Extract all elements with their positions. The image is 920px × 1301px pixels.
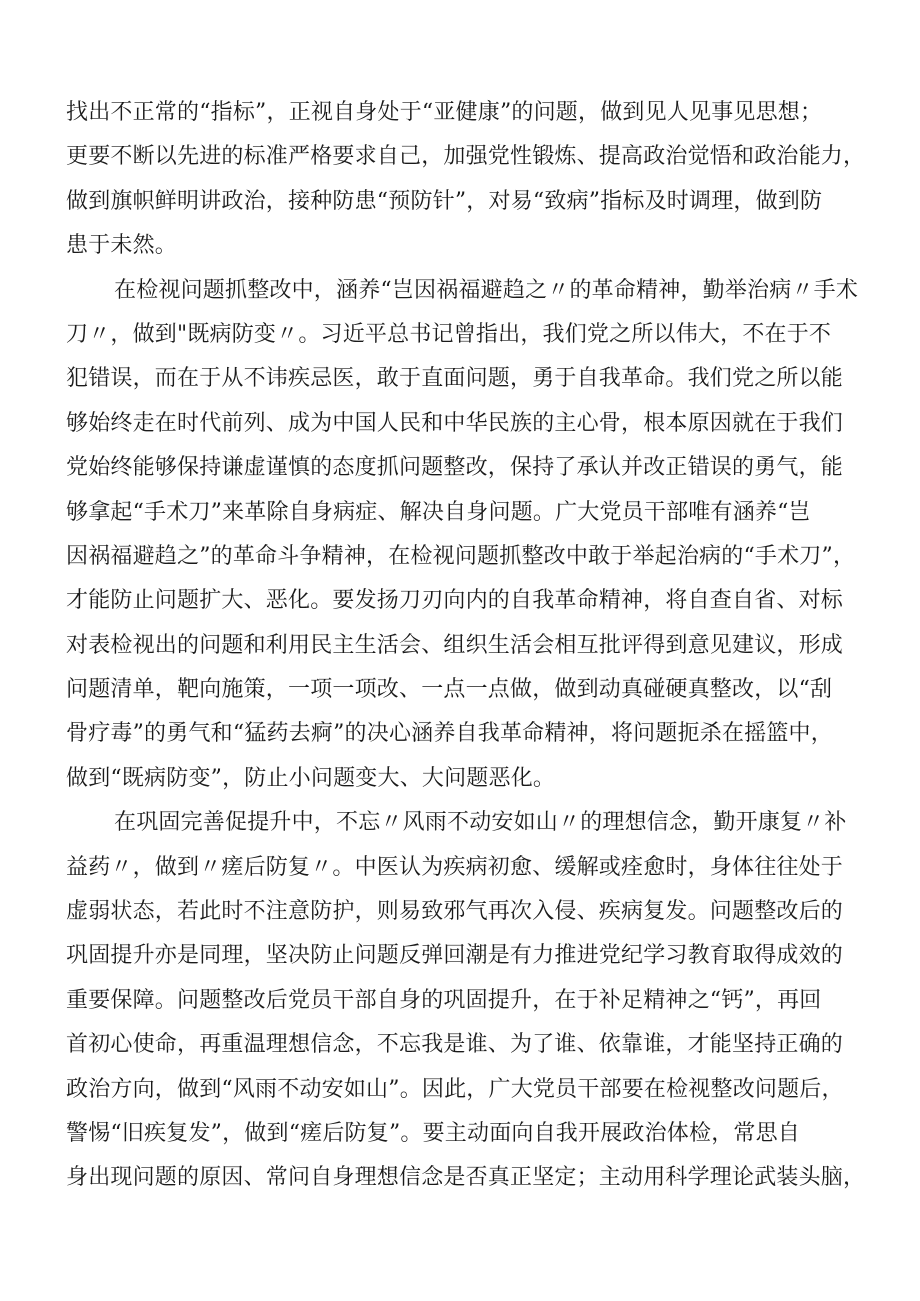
text-line: 才能防止问题扩大、恶化。要发扬刀刃向内的自我革命精神，将自查自省、对标 [66, 588, 844, 614]
text-line: 虚弱状态，若此时不注意防护，则易致邪气再次入侵、疾病复发。问题整改后的 [66, 899, 844, 925]
text-line: 巩固提升亦是同理，坚决防止问题反弹回潮是有力推进党纪学习教育取得成效的 [66, 943, 844, 969]
paragraph-start-line: 在检视问题抓整改中，涵养“岂因祸福避趋之〃的革命精神，勤举治病〃手术 [114, 277, 859, 303]
text-line: 身出现问题的原因、常问自身理想信念是否真正坚定；主动用科学理论武装头脑， [66, 1165, 866, 1191]
document-body [66, 91, 866, 1201]
text-line: 重要保障。问题整改后党员干部自身的巩固提升，在于补足精神之“钙”，再回 [66, 987, 822, 1013]
text-line: 够始终走在时代前列、成为中国人民和中华民族的主心骨，根本原因就在于我们 [66, 410, 844, 436]
text-line: 警惕“旧疾复发”，做到“瘥后防复”。要主动面向自我开展政治体检，常思自 [66, 1120, 800, 1146]
text-line: 首初心使命，再重温理想信念，不忘我是谁、为了谁、依靠谁，才能坚持正确的 [66, 1032, 844, 1058]
text-line: 益药〃，做到〃瘥后防复〃。中医认为疾病初愈、缓解或痊愈时，身体往往处于 [66, 854, 844, 880]
text-line: 犯错误，而在于从不讳疾忌医，敢于直面问题，勇于自我革命。我们党之所以能 [66, 366, 844, 392]
text-line: 刀〃，做到"既病防变〃。习近平总书记曾指出，我们党之所以伟大，不在于不 [66, 321, 832, 347]
text-line: 做到旗帜鲜明讲政治，接种防患“预防针”，对易“致病”指标及时调理，做到防 [66, 188, 823, 214]
text-line: 因祸福避趋之”的革命斗争精神，在检视问题抓整改中敢于举起治病的“手术刀”， [66, 543, 856, 569]
text-line: 对表检视出的问题和利用民主生活会、组织生活会相互批评得到意见建议，形成 [66, 632, 844, 658]
text-line: 找出不正常的“指标”，正视自身处于“亚健康”的问题，做到见人见事见思想； [66, 100, 823, 125]
text-line: 更要不断以先进的标准严格要求自己，加强党性锻炼、提高政治觉悟和政治能力， [66, 144, 866, 170]
text-line: 问题清单，靶向施策，一项一项改、一点一点做，做到动真碰硬真整改，以“刮 [66, 677, 833, 703]
text-line: 患于未然。 [66, 233, 178, 259]
paragraph-start-line: 在巩固完善促提升中，不忘〃风雨不动安如山〃的理想信念，勤开康复〃补 [114, 810, 847, 836]
text-line: 政治方向，做到“风雨不动安如山”。因此，广大党员干部要在检视整改问题后， [66, 1076, 844, 1102]
text-line: 够拿起“手术刀”来革除自身病症、解决自身问题。广大党员干部唯有涵养“岂 [66, 499, 811, 525]
text-line: 做到“既病防变”，防止小问题变大、大问题恶化。 [66, 765, 556, 791]
text-line: 党始终能够保持谦虚谨慎的态度抓问题整改，保持了承认并改正错误的勇气，能 [66, 455, 844, 481]
text-line: 骨疗毒”的勇气和“猛药去痾”的决心涵养自我革命精神，将问题扼杀在摇篮中， [66, 721, 833, 747]
